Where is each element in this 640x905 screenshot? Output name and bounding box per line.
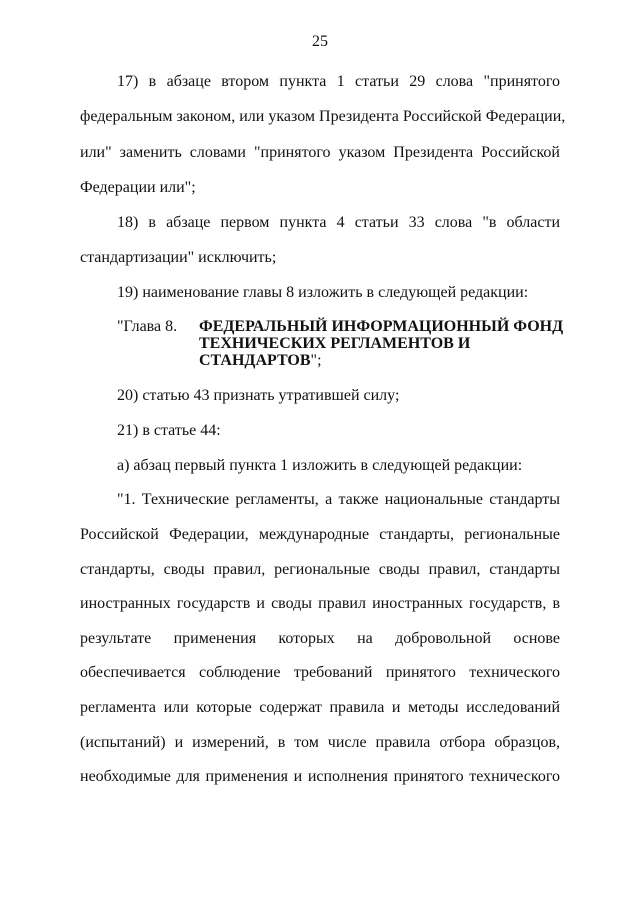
- chapter-title-line-2: ТЕХНИЧЕСКИХ РЕГЛАМЕНТОВ И: [199, 335, 471, 352]
- chapter-label: "Глава 8.: [117, 318, 178, 335]
- quote-line-1: "1. Технические регламенты, а также национальные стандарты: [117, 491, 560, 508]
- chapter-title-closing-quote: ";: [310, 352, 322, 369]
- paragraph-18-line-1: 18) в абзаце первом пункта 4 статьи 33 слова "в области: [117, 214, 560, 231]
- paragraph-21: 21) в статье 44:: [117, 422, 221, 439]
- quote-line-5: результате применения которых на добровольной основе: [80, 630, 560, 647]
- paragraph-20: 20) статью 43 признать утратившей силу;: [117, 387, 400, 404]
- paragraph-18-line-2: стандартизации" исключить;: [80, 249, 277, 266]
- paragraph-17-line-1: 17) в абзаце втором пункта 1 статьи 29 слова "принятого: [117, 73, 560, 90]
- quote-line-2: Российской Федерации, международные стандарты, региональные: [80, 526, 560, 543]
- quote-line-7: регламента или которые содержат правила и методы исследований: [80, 699, 560, 716]
- quote-line-4: иностранных государств и своды правил иностранных государств, в: [80, 595, 560, 612]
- page-number: 25: [312, 33, 328, 50]
- chapter-title-line-1: ФЕДЕРАЛЬНЫЙ ИНФОРМАЦИОННЫЙ ФОНД: [199, 318, 564, 335]
- chapter-title-line-3: [199, 352, 322, 369]
- paragraph-17-line-4: Федерации или";: [80, 179, 196, 196]
- quote-line-6: обеспечивается соблюдение требований принятого технического: [80, 664, 560, 681]
- quote-line-3: стандарты, своды правил, региональные своды правил, стандарты: [80, 561, 560, 578]
- paragraph-a: а) абзац первый пункта 1 изложить в следующей редакции:: [117, 457, 523, 474]
- chapter-title-line-3-text: СТАНДАРТОВ: [199, 352, 311, 369]
- paragraph-19: 19) наименование главы 8 изложить в следующей редакции:: [117, 284, 529, 301]
- quote-line-9: необходимые для применения и исполнения принятого технического: [80, 768, 560, 785]
- paragraph-17-line-3: или" заменить словами "принятого указом Президента Российской: [80, 144, 560, 161]
- paragraph-17-line-2: федеральным законом, или указом Президента Российской Федерации,: [80, 108, 566, 125]
- quote-line-8: (испытаний) и измерений, в том числе правила отбора образцов,: [80, 734, 560, 751]
